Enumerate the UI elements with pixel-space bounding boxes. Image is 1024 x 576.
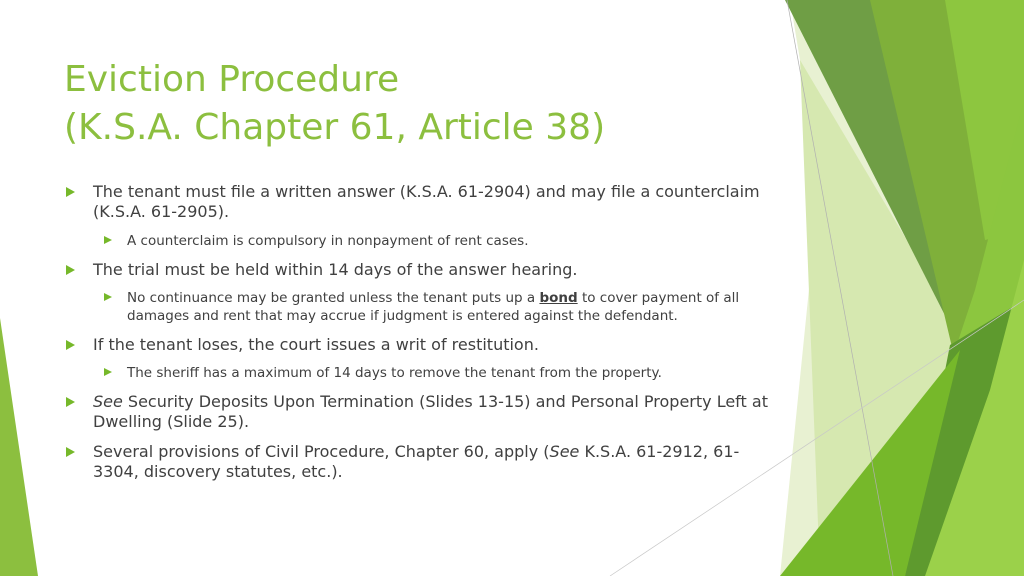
bullet-text: Security Deposits Upon Termination (Slides 13-15) and Personal Property Left at Dwelling (Slide 25). <box>93 392 768 431</box>
bullet-text: The tenant must file a written answer (K.S.A. 61-2904) and may file a counterclaim (K.S.A. 61-2905). <box>93 182 760 221</box>
sub-bullet-item <box>64 232 774 250</box>
see-italic: See <box>93 392 123 411</box>
slide-title <box>64 56 764 152</box>
bullet-item <box>64 260 774 280</box>
sub-bullet-text: A counterclaim is compulsory in nonpayment of rent cases. <box>127 233 529 249</box>
bullet-item <box>64 182 774 222</box>
bullet-arrow-icon <box>66 447 75 457</box>
bond-term: bond <box>539 290 578 306</box>
left-accent-shape <box>0 318 38 576</box>
see-italic: See <box>549 442 580 461</box>
bullet-arrow-icon <box>104 236 112 244</box>
bullet-item <box>64 442 774 482</box>
bullet-text: The trial must be held within 14 days of the answer hearing. <box>93 260 578 279</box>
bullet-arrow-icon <box>104 293 112 301</box>
bullet-item <box>64 392 774 432</box>
bullet-arrow-icon <box>66 340 75 350</box>
sub-bullet-text-after: to cover payment of all damages and rent that may accrue if judgment is entered against the defendant. <box>127 290 740 324</box>
bullet-list <box>64 182 774 482</box>
bullet-item <box>64 335 774 355</box>
bullet-text: If the tenant loses, the court issues a writ of restitution. <box>93 335 539 354</box>
bullet-text-after: K.S.A. 61-2912, 61-3304, discovery statutes, etc.). <box>93 442 740 481</box>
title-line-2: (K.S.A. Chapter 61, Article 38) <box>64 107 606 148</box>
title-line-1: Eviction Procedure <box>64 59 400 100</box>
bullet-arrow-icon <box>66 265 75 275</box>
sub-bullet-item <box>64 364 774 382</box>
bullet-arrow-icon <box>104 368 112 376</box>
bullet-arrow-icon <box>66 187 75 197</box>
sub-bullet-text: The sheriff has a maximum of 14 days to remove the tenant from the property. <box>127 365 662 381</box>
sub-bullet-item <box>64 289 774 325</box>
sub-bullet-text-before: No continuance may be granted unless the tenant puts up a <box>127 290 540 306</box>
bullet-text-before: Several provisions of Civil Procedure, Chapter 60, apply ( <box>93 442 550 461</box>
bullet-arrow-icon <box>66 397 75 407</box>
